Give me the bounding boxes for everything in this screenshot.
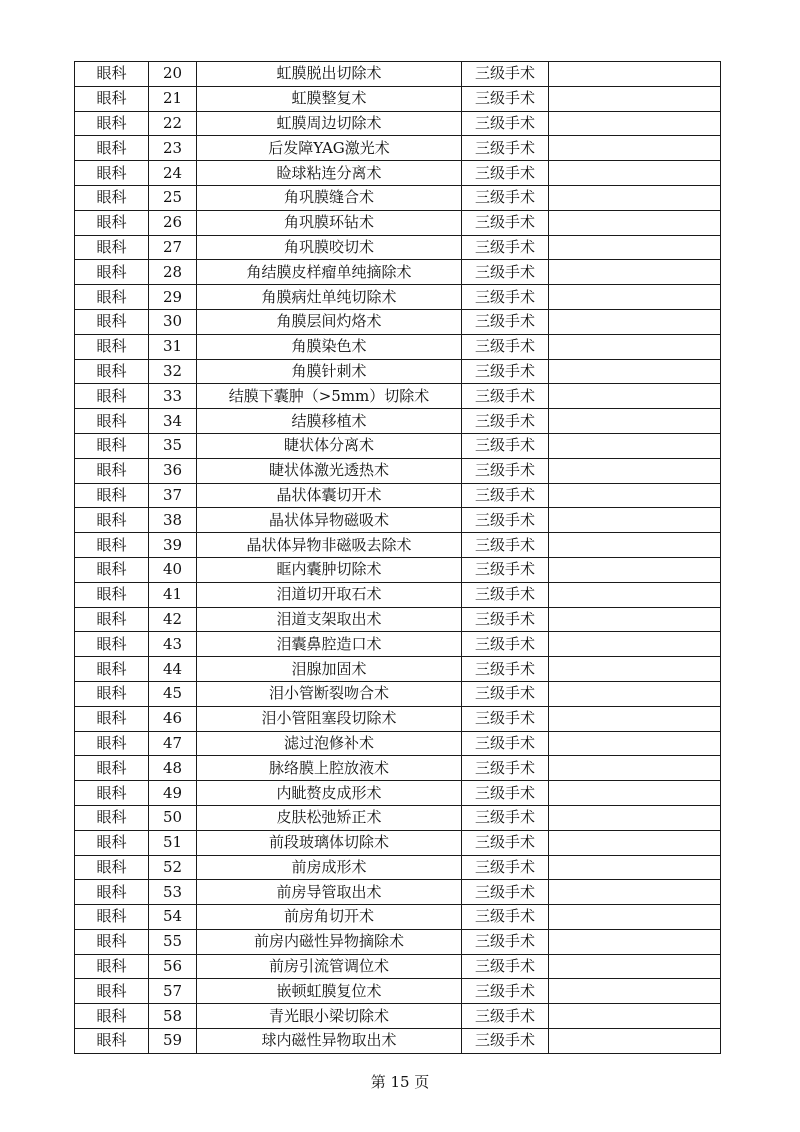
serial-number-cell: 26 xyxy=(149,210,197,235)
table-row xyxy=(75,309,721,334)
surgery-level-cell: 三级手术 xyxy=(462,905,549,930)
table-row xyxy=(75,880,721,905)
serial-number-cell: 42 xyxy=(149,607,197,632)
serial-number-cell: 30 xyxy=(149,309,197,334)
department-cell: 眼科 xyxy=(75,409,149,434)
note-cell xyxy=(549,731,721,756)
surgery-name-cell: 滤过泡修补术 xyxy=(197,731,462,756)
surgery-name-cell: 眶内囊肿切除术 xyxy=(197,557,462,582)
surgery-name-cell: 泪囊鼻腔造口术 xyxy=(197,632,462,657)
department-cell: 眼科 xyxy=(75,954,149,979)
department-cell: 眼科 xyxy=(75,210,149,235)
table-row xyxy=(75,657,721,682)
department-cell: 眼科 xyxy=(75,582,149,607)
table-row xyxy=(75,359,721,384)
department-cell: 眼科 xyxy=(75,632,149,657)
surgery-name-cell: 晶状体异物磁吸术 xyxy=(197,508,462,533)
department-cell: 眼科 xyxy=(75,334,149,359)
note-cell xyxy=(549,309,721,334)
surgery-name-cell: 虹膜脱出切除术 xyxy=(197,62,462,87)
surgery-level-cell: 三级手术 xyxy=(462,1029,549,1054)
department-cell: 眼科 xyxy=(75,483,149,508)
table-row xyxy=(75,929,721,954)
serial-number-cell: 33 xyxy=(149,384,197,409)
serial-number-cell: 22 xyxy=(149,111,197,136)
serial-number-cell: 58 xyxy=(149,1004,197,1029)
table-row xyxy=(75,508,721,533)
department-cell: 眼科 xyxy=(75,657,149,682)
serial-number-cell: 32 xyxy=(149,359,197,384)
table-row xyxy=(75,706,721,731)
serial-number-cell: 45 xyxy=(149,681,197,706)
surgery-level-cell: 三级手术 xyxy=(462,210,549,235)
table-row xyxy=(75,210,721,235)
table-row xyxy=(75,731,721,756)
department-cell: 眼科 xyxy=(75,830,149,855)
note-cell xyxy=(549,1029,721,1054)
table-row xyxy=(75,409,721,434)
table-row xyxy=(75,781,721,806)
department-cell: 眼科 xyxy=(75,979,149,1004)
note-cell xyxy=(549,86,721,111)
table-row xyxy=(75,557,721,582)
surgery-level-cell: 三级手术 xyxy=(462,1004,549,1029)
note-cell xyxy=(549,161,721,186)
note-cell xyxy=(549,185,721,210)
note-cell xyxy=(549,830,721,855)
surgery-level-cell: 三级手术 xyxy=(462,136,549,161)
note-cell xyxy=(549,557,721,582)
serial-number-cell: 20 xyxy=(149,62,197,87)
note-cell xyxy=(549,508,721,533)
table-row xyxy=(75,805,721,830)
department-cell: 眼科 xyxy=(75,1004,149,1029)
department-cell: 眼科 xyxy=(75,458,149,483)
surgery-level-cell: 三级手术 xyxy=(462,855,549,880)
surgery-level-cell: 三级手术 xyxy=(462,954,549,979)
surgery-name-cell: 晶状体异物非磁吸去除术 xyxy=(197,533,462,558)
note-cell xyxy=(549,136,721,161)
surgery-name-cell: 泪道切开取石术 xyxy=(197,582,462,607)
department-cell: 眼科 xyxy=(75,706,149,731)
surgery-level-cell: 三级手术 xyxy=(462,657,549,682)
surgery-name-cell: 角结膜皮样瘤单纯摘除术 xyxy=(197,260,462,285)
table-row xyxy=(75,756,721,781)
note-cell xyxy=(549,805,721,830)
surgery-name-cell: 角膜层间灼烙术 xyxy=(197,309,462,334)
department-cell: 眼科 xyxy=(75,235,149,260)
table-row xyxy=(75,285,721,310)
serial-number-cell: 35 xyxy=(149,433,197,458)
note-cell xyxy=(549,235,721,260)
surgery-level-cell: 三级手术 xyxy=(462,433,549,458)
department-cell: 眼科 xyxy=(75,781,149,806)
serial-number-cell: 25 xyxy=(149,185,197,210)
note-cell xyxy=(549,210,721,235)
serial-number-cell: 46 xyxy=(149,706,197,731)
serial-number-cell: 29 xyxy=(149,285,197,310)
surgery-name-cell: 嵌顿虹膜复位术 xyxy=(197,979,462,1004)
surgery-level-cell: 三级手术 xyxy=(462,309,549,334)
department-cell: 眼科 xyxy=(75,607,149,632)
table-row xyxy=(75,632,721,657)
serial-number-cell: 40 xyxy=(149,557,197,582)
note-cell xyxy=(549,756,721,781)
table-row xyxy=(75,136,721,161)
note-cell xyxy=(549,409,721,434)
surgery-level-cell: 三级手术 xyxy=(462,632,549,657)
serial-number-cell: 59 xyxy=(149,1029,197,1054)
department-cell: 眼科 xyxy=(75,62,149,87)
serial-number-cell: 28 xyxy=(149,260,197,285)
surgery-level-cell: 三级手术 xyxy=(462,161,549,186)
serial-number-cell: 21 xyxy=(149,86,197,111)
table-row xyxy=(75,458,721,483)
table-row xyxy=(75,979,721,1004)
serial-number-cell: 49 xyxy=(149,781,197,806)
note-cell xyxy=(549,954,721,979)
surgery-level-cell: 三级手术 xyxy=(462,185,549,210)
serial-number-cell: 24 xyxy=(149,161,197,186)
table-row xyxy=(75,334,721,359)
department-cell: 眼科 xyxy=(75,681,149,706)
table-row xyxy=(75,1029,721,1054)
surgery-name-cell: 青光眼小梁切除术 xyxy=(197,1004,462,1029)
note-cell xyxy=(549,260,721,285)
surgery-name-cell: 晶状体囊切开术 xyxy=(197,483,462,508)
surgery-name-cell: 前房引流管调位术 xyxy=(197,954,462,979)
surgery-name-cell: 结膜下囊肿（>5mm）切除术 xyxy=(197,384,462,409)
table-row xyxy=(75,433,721,458)
table-row xyxy=(75,86,721,111)
surgery-level-cell: 三级手术 xyxy=(462,384,549,409)
serial-number-cell: 57 xyxy=(149,979,197,1004)
surgery-level-cell: 三级手术 xyxy=(462,979,549,1004)
serial-number-cell: 53 xyxy=(149,880,197,905)
department-cell: 眼科 xyxy=(75,731,149,756)
note-cell xyxy=(549,855,721,880)
surgery-level-cell: 三级手术 xyxy=(462,706,549,731)
department-cell: 眼科 xyxy=(75,533,149,558)
table-row xyxy=(75,855,721,880)
department-cell: 眼科 xyxy=(75,359,149,384)
serial-number-cell: 23 xyxy=(149,136,197,161)
serial-number-cell: 50 xyxy=(149,805,197,830)
department-cell: 眼科 xyxy=(75,185,149,210)
table-row xyxy=(75,483,721,508)
surgery-name-cell: 前房角切开术 xyxy=(197,905,462,930)
note-cell xyxy=(549,483,721,508)
department-cell: 眼科 xyxy=(75,384,149,409)
note-cell xyxy=(549,62,721,87)
surgery-name-cell: 泪道支架取出术 xyxy=(197,607,462,632)
serial-number-cell: 43 xyxy=(149,632,197,657)
department-cell: 眼科 xyxy=(75,260,149,285)
surgery-level-cell: 三级手术 xyxy=(462,359,549,384)
serial-number-cell: 44 xyxy=(149,657,197,682)
surgery-level-cell: 三级手术 xyxy=(462,533,549,558)
note-cell xyxy=(549,533,721,558)
surgery-name-cell: 皮肤松弛矫正术 xyxy=(197,805,462,830)
serial-number-cell: 38 xyxy=(149,508,197,533)
surgery-name-cell: 内眦赘皮成形术 xyxy=(197,781,462,806)
serial-number-cell: 56 xyxy=(149,954,197,979)
serial-number-cell: 37 xyxy=(149,483,197,508)
surgery-name-cell: 角巩膜咬切术 xyxy=(197,235,462,260)
serial-number-cell: 47 xyxy=(149,731,197,756)
note-cell xyxy=(549,359,721,384)
note-cell xyxy=(549,458,721,483)
table-row xyxy=(75,62,721,87)
surgery-level-cell: 三级手术 xyxy=(462,681,549,706)
surgery-level-cell: 三级手术 xyxy=(462,483,549,508)
department-cell: 眼科 xyxy=(75,136,149,161)
table-row xyxy=(75,384,721,409)
note-cell xyxy=(549,433,721,458)
surgery-level-cell: 三级手术 xyxy=(462,111,549,136)
table-row xyxy=(75,185,721,210)
table-row xyxy=(75,830,721,855)
note-cell xyxy=(549,905,721,930)
department-cell: 眼科 xyxy=(75,905,149,930)
department-cell: 眼科 xyxy=(75,309,149,334)
table-row xyxy=(75,533,721,558)
note-cell xyxy=(549,334,721,359)
surgery-level-cell: 三级手术 xyxy=(462,409,549,434)
note-cell xyxy=(549,681,721,706)
surgery-level-cell: 三级手术 xyxy=(462,260,549,285)
serial-number-cell: 55 xyxy=(149,929,197,954)
serial-number-cell: 31 xyxy=(149,334,197,359)
surgery-name-cell: 角膜病灶单纯切除术 xyxy=(197,285,462,310)
surgery-name-cell: 脉络膜上腔放液术 xyxy=(197,756,462,781)
table-row xyxy=(75,235,721,260)
surgery-level-cell: 三级手术 xyxy=(462,582,549,607)
surgery-name-cell: 结膜移植术 xyxy=(197,409,462,434)
department-cell: 眼科 xyxy=(75,929,149,954)
table-row xyxy=(75,681,721,706)
page-number: 第 15 页 xyxy=(370,1073,430,1091)
surgery-level-cell: 三级手术 xyxy=(462,458,549,483)
surgery-level-cell: 三级手术 xyxy=(462,830,549,855)
department-cell: 眼科 xyxy=(75,86,149,111)
surgery-name-cell: 球内磁性异物取出术 xyxy=(197,1029,462,1054)
surgery-level-cell: 三级手术 xyxy=(462,607,549,632)
surgery-level-cell: 三级手术 xyxy=(462,334,549,359)
serial-number-cell: 51 xyxy=(149,830,197,855)
surgery-name-cell: 角膜针刺术 xyxy=(197,359,462,384)
note-cell xyxy=(549,632,721,657)
department-cell: 眼科 xyxy=(75,880,149,905)
note-cell xyxy=(549,1004,721,1029)
department-cell: 眼科 xyxy=(75,805,149,830)
surgery-name-cell: 泪腺加固术 xyxy=(197,657,462,682)
note-cell xyxy=(549,929,721,954)
surgery-level-cell: 三级手术 xyxy=(462,235,549,260)
surgery-level-cell: 三级手术 xyxy=(462,781,549,806)
department-cell: 眼科 xyxy=(75,285,149,310)
surgery-name-cell: 睫状体分离术 xyxy=(197,433,462,458)
table-row xyxy=(75,161,721,186)
note-cell xyxy=(549,880,721,905)
surgery-level-cell: 三级手术 xyxy=(462,86,549,111)
surgery-level-cell: 三级手术 xyxy=(462,557,549,582)
surgery-name-cell: 角巩膜环钻术 xyxy=(197,210,462,235)
surgery-name-cell: 后发障YAG激光术 xyxy=(197,136,462,161)
table-row xyxy=(75,260,721,285)
surgery-level-cell: 三级手术 xyxy=(462,805,549,830)
table-row xyxy=(75,954,721,979)
serial-number-cell: 54 xyxy=(149,905,197,930)
note-cell xyxy=(549,582,721,607)
serial-number-cell: 27 xyxy=(149,235,197,260)
surgery-name-cell: 角巩膜缝合术 xyxy=(197,185,462,210)
department-cell: 眼科 xyxy=(75,508,149,533)
department-cell: 眼科 xyxy=(75,557,149,582)
note-cell xyxy=(549,979,721,1004)
surgery-level-cell: 三级手术 xyxy=(462,756,549,781)
surgery-name-cell: 泪小管断裂吻合术 xyxy=(197,681,462,706)
note-cell xyxy=(549,285,721,310)
table-row xyxy=(75,607,721,632)
surgery-name-cell: 睫状体激光透热术 xyxy=(197,458,462,483)
note-cell xyxy=(549,781,721,806)
surgery-name-cell: 泪小管阻塞段切除术 xyxy=(197,706,462,731)
note-cell xyxy=(549,657,721,682)
note-cell xyxy=(549,111,721,136)
surgery-name-cell: 前房内磁性异物摘除术 xyxy=(197,929,462,954)
surgery-name-cell: 前段玻璃体切除术 xyxy=(197,830,462,855)
surgery-name-cell: 虹膜整复术 xyxy=(197,86,462,111)
surgery-name-cell: 前房导管取出术 xyxy=(197,880,462,905)
serial-number-cell: 52 xyxy=(149,855,197,880)
surgery-name-cell: 角膜染色术 xyxy=(197,334,462,359)
surgery-name-cell: 虹膜周边切除术 xyxy=(197,111,462,136)
department-cell: 眼科 xyxy=(75,1029,149,1054)
table-row xyxy=(75,582,721,607)
surgery-name-cell: 前房成形术 xyxy=(197,855,462,880)
surgery-level-cell: 三级手术 xyxy=(462,880,549,905)
surgery-list-table xyxy=(74,61,721,1054)
serial-number-cell: 34 xyxy=(149,409,197,434)
serial-number-cell: 39 xyxy=(149,533,197,558)
table-row xyxy=(75,111,721,136)
department-cell: 眼科 xyxy=(75,433,149,458)
serial-number-cell: 36 xyxy=(149,458,197,483)
note-cell xyxy=(549,384,721,409)
department-cell: 眼科 xyxy=(75,161,149,186)
surgery-level-cell: 三级手术 xyxy=(462,731,549,756)
table-row xyxy=(75,1004,721,1029)
department-cell: 眼科 xyxy=(75,111,149,136)
table-body xyxy=(75,62,721,1054)
department-cell: 眼科 xyxy=(75,855,149,880)
surgery-level-cell: 三级手术 xyxy=(462,508,549,533)
serial-number-cell: 48 xyxy=(149,756,197,781)
surgery-level-cell: 三级手术 xyxy=(462,285,549,310)
note-cell xyxy=(549,607,721,632)
surgery-level-cell: 三级手术 xyxy=(462,62,549,87)
surgery-name-cell: 睑球粘连分离术 xyxy=(197,161,462,186)
department-cell: 眼科 xyxy=(75,756,149,781)
note-cell xyxy=(549,706,721,731)
serial-number-cell: 41 xyxy=(149,582,197,607)
table-row xyxy=(75,905,721,930)
surgery-level-cell: 三级手术 xyxy=(462,929,549,954)
